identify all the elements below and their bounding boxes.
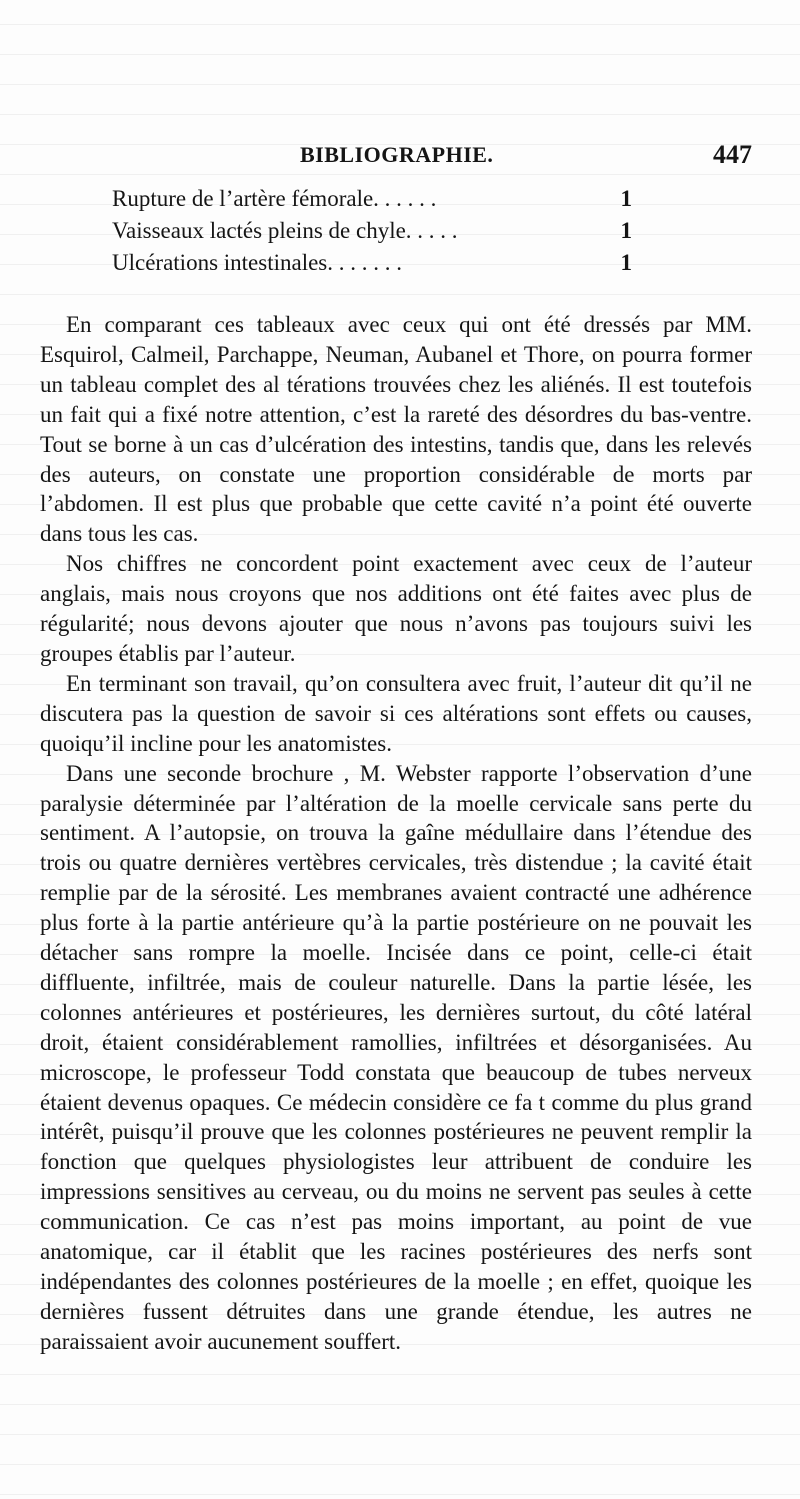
- list-item-count: 1: [620, 218, 632, 243]
- list-item-count: 1: [620, 186, 632, 211]
- paragraph: En comparant ces tableaux avec ceux qui ont été dressés par MM. Esquirol, Calmeil, Parchappe, Neuman, Aubanel et Thore, on pourra former un tableau complet des al térations trouvées chez les aliénés. Il est toutefois un fait qui a fixé notre attention, c’est la rareté des désordres du bas-ventre. Tout se borne à un cas d’ulcération des intestins, tandis que, dans les relevés des auteurs, on constate une proportion considérable de morts par l’abdomen. Il est plus que probable que cette cavité n’a point été ouverte dans tous les cas.: [40, 312, 752, 547]
- paragraph: Dans une seconde brochure , M. Webster rapporte l’observation d’une paralysie déterminée par l’altération de la moelle cervicale sans perte du sentiment. A l’autopsie, on trouva la gaîne médullaire dans l’étendue des trois ou quatre dernières vertèbres cervicales, très distendue ; la cavité était remplie par de la sérosité. Les membranes avaient contracté une adhérence plus forte à la partie antérieure qu’à la partie postérieure on ne pouvait les détacher sans rompre la moelle. Incisée dans ce point, celle-ci était diffluente, infiltrée, mais de couleur naturelle. Dans la partie lésée, les colonnes antérieures et postérieures, les dernières surtout, du côté latéral droit, étaient considérablement ramollies, infiltrées et désorganisées. Au microscope, le professeur Todd constata que beaucoup de tubes nerveux étaient devenus opaques. Ce médecin considère ce fa t comme du plus grand intérêt, puisqu’il prouve que les colonnes postérieures ne peuvent remplir la fonction que quelques physiologistes leur attribuent de conduire les impressions sensitives au cerveau, ou du moins ne servent pas seules à cette communication. Ce cas n’est pas moins important, au point de vue anatomique, car il établit que les racines postérieures des nerfs sont indépendantes des colonnes postérieures de la moelle ; en effet, quoique les dernières fussent détruites dans une grande étendue, les autres ne paraissaient avoir aucunement souffert.: [40, 760, 752, 1354]
- list-item-label: Vaisseaux lactés pleins de chyle. . . . .: [112, 218, 458, 243]
- list-item: [112, 215, 632, 247]
- list-item-count: 1: [620, 250, 632, 275]
- list-item-label: Rupture de l’artère fémorale. . . . . .: [112, 186, 437, 211]
- list-item-label: Ulcérations intestinales. . . . . . .: [112, 250, 402, 275]
- page-number: 447: [713, 140, 752, 169]
- paragraph: En terminant son travail, qu’on consultera avec fruit, l’auteur dit qu’il ne discutera pas la question de savoir si ces altérations sont effets ou causes, quoiqu’il incline pour les anatomistes.: [40, 670, 752, 756]
- running-head: BIBLIOGRAPHIE.: [300, 142, 494, 167]
- list-item: [112, 183, 632, 215]
- body-text: [40, 310, 752, 1357]
- lesion-count-list: [112, 183, 632, 279]
- paragraph: Nos chiffres ne concordent point exactement avec ceux de l’auteur anglais, mais nous croyons que nos additions ont été faites avec plus de régularité; nous devons ajouter que nous n’avons pas toujours suivi les groupes établis par l’auteur.: [40, 551, 752, 666]
- page-header: [300, 142, 752, 176]
- list-item: [112, 247, 632, 279]
